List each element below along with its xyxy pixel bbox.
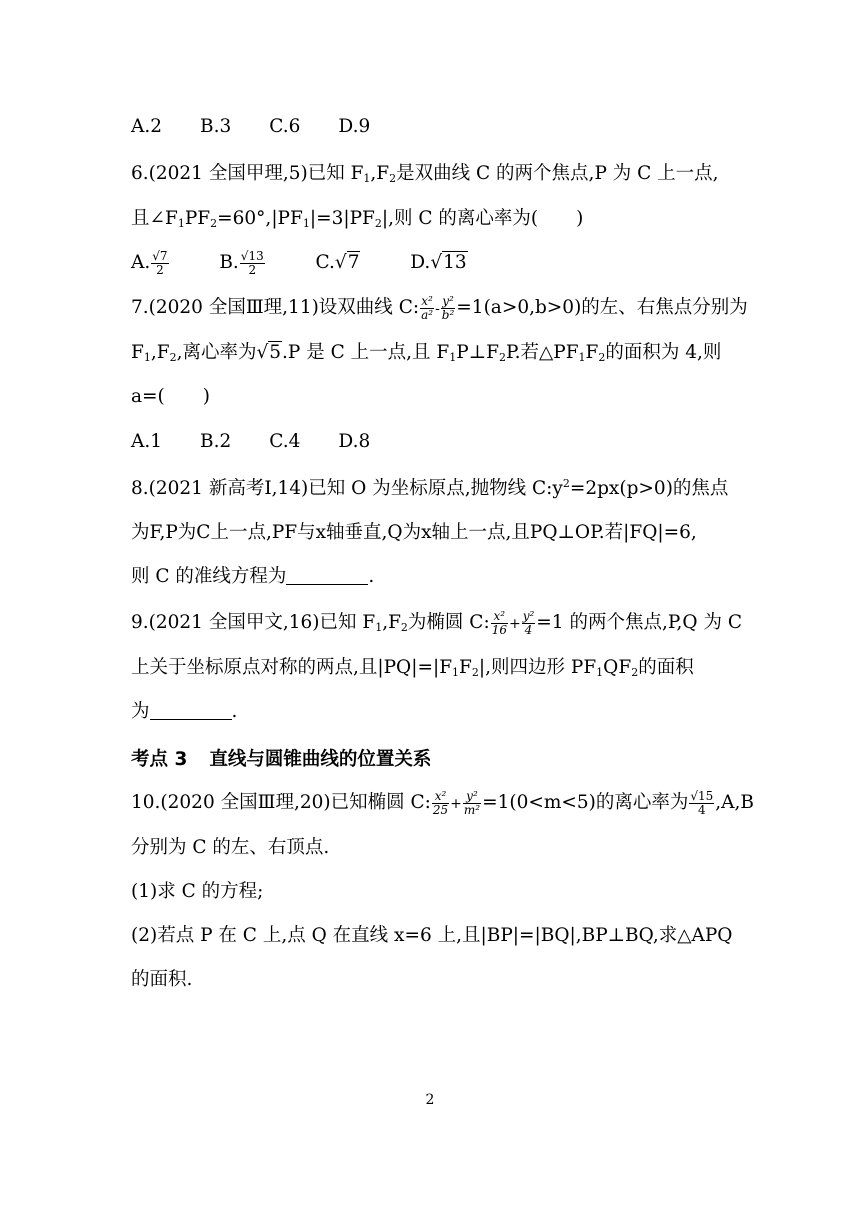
q7-frac-y: $\frac{\text{y²}}{\text{b²}}$ [441, 293, 455, 322]
q7-frac-x: $\frac{\text{x²}}{\text{a²}}$ [421, 293, 434, 322]
q8-line-2: 为F,P为C上一点,PF与x轴垂直,Q为x轴上一点,且PQ⊥OP.若|FQ|=6, [131, 522, 697, 543]
q7-options [131, 428, 740, 456]
q9-line-2: 上关于坐标原点对称的两点,且$|PQ|=|F_1F_2|$,则四边形 $PF_1QF_2$的面积 [131, 657, 694, 679]
q7-option-a: A.1 [131, 431, 163, 452]
q7-line-1: 7.(2020 全国Ⅲ理,11)设双曲线 C: $\frac{\text{x²}}{\text{a²}}$ - $\frac{\text{y²}}{\text{b²}}$ =1(a>0,b>0)的左、右焦点分别为 [131, 293, 748, 322]
q10-frac-y: $\frac{\text{y²}}{\text{m²}}$ [463, 788, 481, 817]
q5-option-d: D.9 [338, 116, 371, 137]
q5-option-c: C.6 [269, 116, 301, 137]
q10-part-1: (1)求 C 的方程; [131, 881, 264, 902]
q5-options [131, 113, 740, 141]
q6-line-2: 且$\angle F_1PF_2=60^\circ,|PF_1|=3|PF_2|$,则 C 的离心率为( ) [131, 208, 584, 230]
q9-answer-blank [150, 701, 232, 720]
q10-line-2: 分别为 C 的左、右顶点. [131, 837, 330, 858]
section-title: 直线与圆锥曲线的位置关系 [209, 749, 432, 770]
page-number: 2 [425, 1092, 435, 1108]
q8-line-3: 则 C 的准线方程为 . [131, 566, 375, 587]
q6-option-c: C.√7 [315, 252, 360, 273]
q7-option-b: B.2 [200, 431, 232, 452]
q9-frac-x: $\frac{\text{x²}}{16}$ [491, 608, 507, 637]
q6-option-a: A. $\frac{√7}{2}$ [131, 248, 168, 277]
q10-part-2: (2)若点 P 在 C 上,点 Q 在直线 x=6 上,且|BP|=|BQ|,BP⊥BQ,求△APQ [131, 925, 733, 946]
q6-line-1: 6.(2021 全国甲理,5)已知 $F_1,F_2$是双曲线 C 的两个焦点,P 为 C 上一点, [131, 163, 719, 185]
q5-option-a: A.2 [131, 116, 163, 137]
q8-line-1: 8.(2021 新高考Ⅰ,14)已知 O 为坐标原点,抛物线 $C:y^2=2px(p>0)$的焦点 [131, 477, 729, 499]
q10-line-1: 10.(2020 全国Ⅲ理,20)已知椭圆 C: $\frac{\text{x²}}{25}$ + $\frac{\text{y²}}{\text{m²}}$ =1(0<m<5)的离心率为 $\frac{√15}{4}$ ,A,B [131, 788, 755, 817]
section-heading [131, 745, 431, 771]
q7-option-d: D.8 [338, 431, 371, 452]
q5-option-b: B.3 [200, 116, 232, 137]
q9-frac-y: $\frac{\text{y²}}{4}$ [522, 608, 535, 637]
q10-line-5: 的面积. [131, 969, 193, 990]
q6-option-d: D.√13 [410, 252, 467, 273]
q7-option-c: C.4 [269, 431, 301, 452]
q7-line-3: a=( ) [131, 386, 210, 407]
q9-line-1: 9.(2021 全国甲文,16)已知 $F_1,F_2$为椭圆 C: $\frac{\text{x²}}{16}$ + $\frac{\text{y²}}{4}$ =1 的两个焦点,P,Q 为 C [131, 608, 742, 637]
q10-frac-x: $\frac{\text{x²}}{25}$ [432, 788, 449, 817]
q6-option-b: B. $\frac{√13}{2}$ [219, 248, 264, 277]
q9-line-3: 为 . [131, 701, 238, 722]
q6-options [131, 249, 740, 277]
section-label: 考点 3 [131, 749, 188, 770]
q7-line-2: $F_1,F_2$,离心率为√5.P 是 C 上一点,且 $F_1P\perp F_2P$.若$\triangle PF_1F_2$的面积为 4,则 [131, 342, 722, 364]
q8-answer-blank [286, 566, 368, 585]
q10-frac-e: $\frac{√15}{4}$ [690, 788, 714, 817]
